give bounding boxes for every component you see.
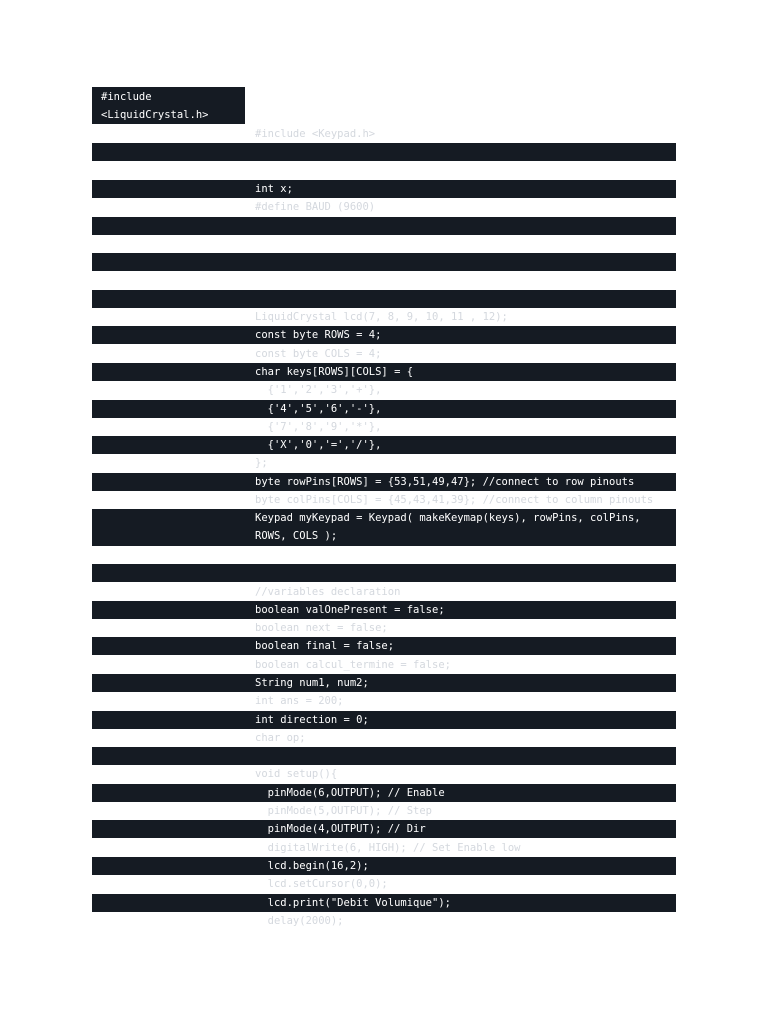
code-line: Keypad myKeypad = Keypad( makeKeymap(keys), rowPins, colPins, ROWS, COLS ); — [92, 509, 676, 546]
code-line: void setup(){ — [255, 768, 338, 780]
code-line: lcd.print("Debit Volumique"); — [92, 894, 676, 912]
code-line: #include <Keypad.h> — [255, 128, 376, 140]
code-line: LiquidCrystal lcd(7, 8, 9, 10, 11 , 12); — [255, 311, 508, 323]
code-line: int ans = 200; — [255, 695, 344, 707]
code-line — [92, 162, 676, 180]
code-line: boolean valOnePresent = false; — [92, 601, 676, 619]
code-line: digitalWrite(6, HIGH); // Set Enable low — [255, 842, 521, 854]
code-line: char op; — [255, 732, 306, 744]
code-line — [92, 143, 676, 161]
code-line — [92, 564, 676, 582]
code-line: //variables declaration — [255, 586, 401, 598]
code-line — [92, 235, 676, 253]
code-line: {'1','2','3','+'}, — [255, 384, 382, 396]
code-line: pinMode(4,OUTPUT); // Dir — [92, 820, 676, 838]
code-line: {'4','5','6','-'}, — [92, 400, 676, 418]
code-line: #define BAUD (9600) — [255, 201, 376, 213]
code-line: lcd.begin(16,2); — [92, 857, 676, 875]
code-line: delay(2000); — [255, 915, 344, 927]
code-line: lcd.setCursor(0,0); — [255, 878, 388, 890]
code-line — [92, 546, 676, 564]
code-line — [92, 271, 676, 289]
code-line: pinMode(6,OUTPUT); // Enable — [92, 784, 676, 802]
code-line: char keys[ROWS][COLS] = { — [92, 363, 676, 381]
code-line: {'X','0','=','/'}, — [92, 436, 676, 454]
code-line: pinMode(5,OUTPUT); // Step — [255, 805, 433, 817]
code-line: String num1, num2; — [92, 674, 676, 692]
code-line: const byte ROWS = 4; — [92, 326, 676, 344]
code-line — [92, 253, 676, 271]
include-header-name: <LiquidCrystal.h> — [101, 109, 209, 121]
code-line: const byte COLS = 4; — [255, 348, 382, 360]
code-line — [92, 290, 676, 308]
code-line: byte colPins[COLS] = {45,43,41,39}; //connect to column pinouts — [255, 494, 654, 506]
code-line: boolean final = false; — [92, 637, 676, 655]
code-line: }; — [255, 457, 268, 469]
code-line — [92, 217, 676, 235]
include-directive: #include — [101, 91, 152, 103]
code-line — [92, 747, 676, 765]
code-line: {'7','8','9','*'}, — [255, 421, 382, 433]
code-line: int x; — [92, 180, 676, 198]
code-line: boolean next = false; — [255, 622, 388, 634]
code-line: int direction = 0; — [92, 711, 676, 729]
code-line: byte rowPins[ROWS] = {53,51,49,47}; //connect to row pinouts — [92, 473, 676, 491]
code-line: boolean calcul_termine = false; — [255, 659, 451, 671]
